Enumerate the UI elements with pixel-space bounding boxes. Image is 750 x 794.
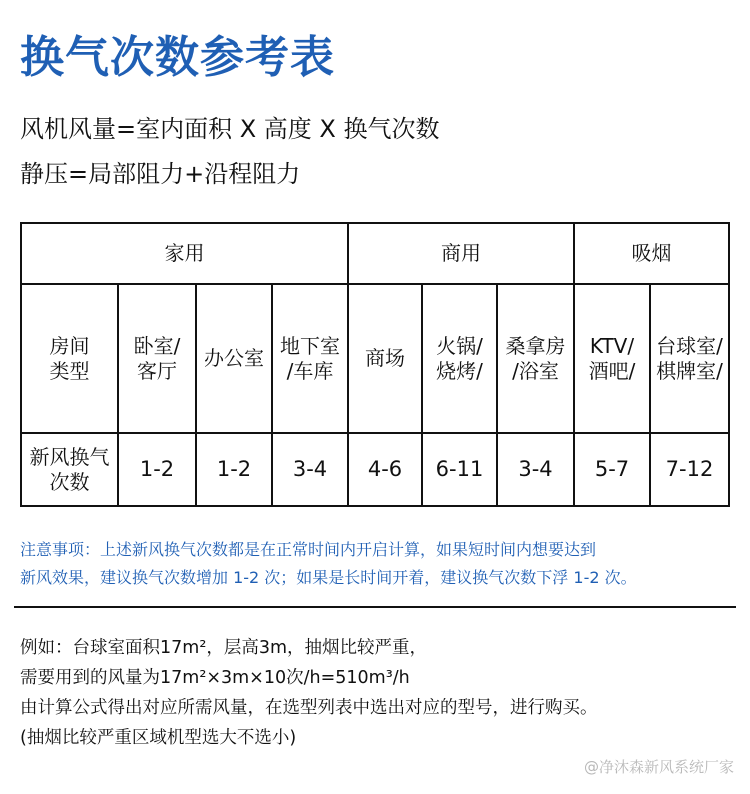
row-label-air-changes: 新风换气 次数 [21,433,118,506]
room-type-cell: 桑拿房 /浴室 [497,284,574,433]
air-change-value: 3-4 [272,433,348,506]
divider-line [14,606,736,608]
room-type-cell: 地下室 /车库 [272,284,348,433]
table-row-room-types [21,284,729,433]
air-change-value: 5-7 [574,433,650,506]
watermark: @净沐森新风系统厂家 [583,758,734,776]
air-change-value: 1-2 [196,433,272,506]
air-change-value: 6-11 [422,433,497,506]
room-type-cell: 办公室 [196,284,272,433]
airflow-formula: 风机风量=室内面积 X 高度 X 换气次数 [20,115,440,143]
group-header-commercial: 商用 [348,223,574,284]
room-type-cell: 台球室/ 棋牌室/ [650,284,729,433]
example-calculation: 例如：台球室面积17m²，层高3m，抽烟比较严重， 需要用到的风量为17m²×3m×10次/h=510m³/h 由计算公式得出对应所需风量，在选型列表中选出对应的型号，进行购买。 (抽烟比较严重区域机型选大不选小) [20,638,598,748]
air-change-value: 3-4 [497,433,574,506]
room-type-cell: 火锅/ 烧烤/ [422,284,497,433]
page-title: 换气次数参考表 [20,32,335,83]
air-change-table [20,222,730,507]
notice-text: 注意事项：上述新风换气次数都是在正常时间内开启计算，如果短时间内想要达到 新风效果，建议换气次数增加 1-2 次；如果是长时间开着，建议换气次数下浮 1-2 次。 [20,540,637,587]
table-header-row [21,223,729,284]
group-header-smoking: 吸烟 [574,223,729,284]
table-row-air-changes [21,433,729,506]
room-type-cell: 卧室/ 客厅 [118,284,196,433]
room-type-cell: 商场 [348,284,422,433]
row-label-room-type: 房间 类型 [21,284,118,433]
room-type-cell: KTV/ 酒吧/ [574,284,650,433]
air-change-value: 1-2 [118,433,196,506]
air-change-value: 4-6 [348,433,422,506]
static-pressure-formula: 静压=局部阻力+沿程阻力 [20,160,301,188]
group-header-household: 家用 [21,223,348,284]
air-change-value: 7-12 [650,433,729,506]
